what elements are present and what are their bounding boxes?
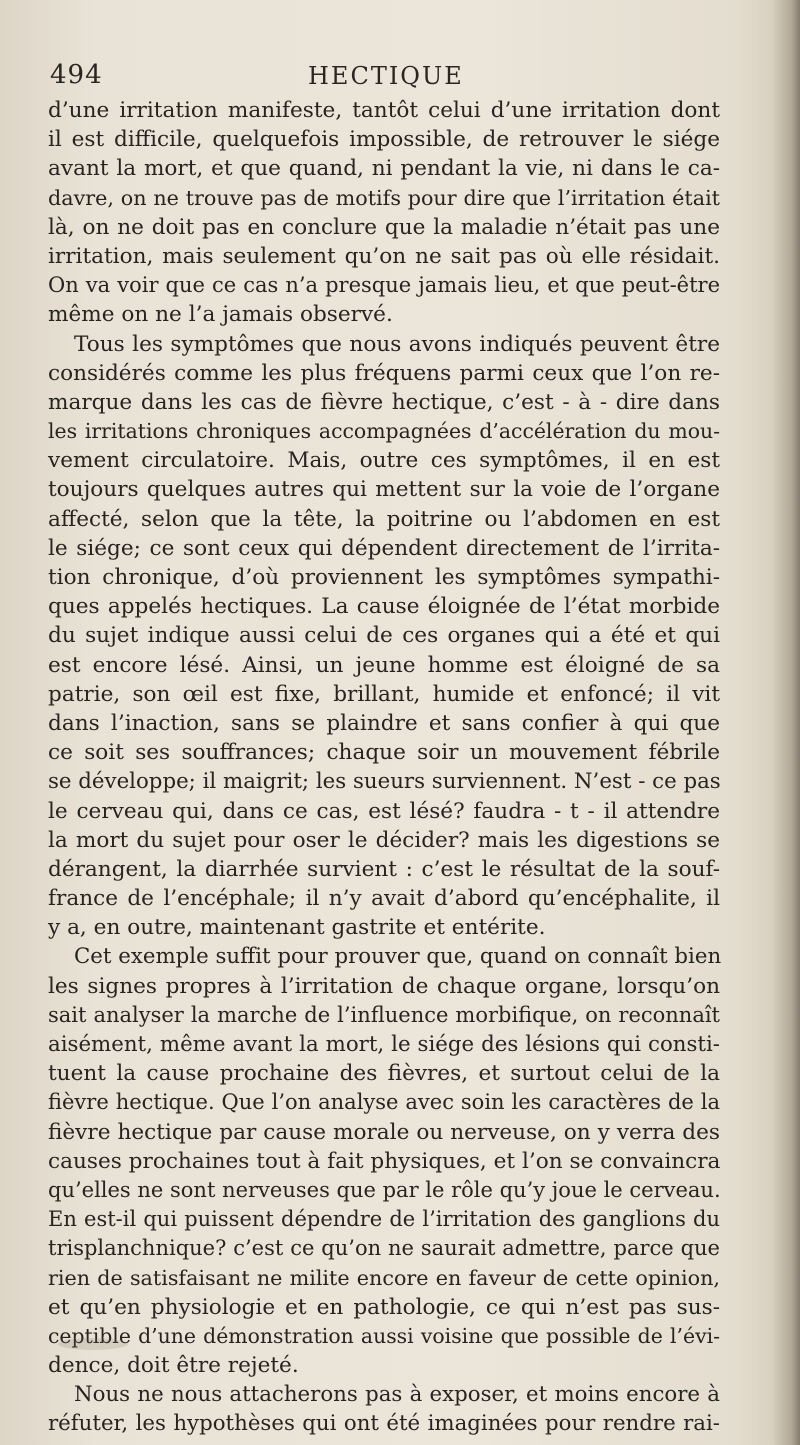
page-number: 494 (50, 60, 103, 90)
text-line: là, on ne doit pas en conclure que la maladie n’était pas une (48, 214, 720, 240)
text-line: ques appelés hectiques. La cause éloignée de l’état morbide (48, 594, 720, 620)
text-line: davre, on ne trouve pas de motifs pour dire que l’irritation était (48, 185, 720, 210)
page-edge-shadow (772, 0, 800, 1445)
text-line: ce soit ses souffrances; chaque soir un mouvement fébrile (48, 740, 720, 766)
running-title: HECTIQUE (308, 62, 464, 90)
text-line: réfuter, les hypothèses qui ont été imaginées pour rendre rai- (48, 1411, 720, 1437)
text-line: fièvre hectique par cause morale ou nerveuse, on y verra des (48, 1119, 720, 1145)
text-line: marque dans les cas de fièvre hectique, c’est - à - dire dans (48, 389, 720, 415)
text-line: il est difficile, quelquefois impossible, de retrouver le siége (48, 127, 720, 153)
text-line: dans l’inaction, sans se plaindre et sans confier à qui que (48, 710, 720, 736)
text-line: sait analyser la marche de l’influence morbifique, on reconnaît (48, 1002, 720, 1027)
ink-smudge (58, 1338, 128, 1350)
text-line: france de l’encéphale; il n’y avait d’abord qu’encéphalite, il (48, 886, 720, 912)
body-text (48, 96, 720, 1439)
text-line: avant la mort, et que quand, ni pendant la vie, ni dans le ca- (48, 156, 720, 182)
paragraph (48, 1380, 720, 1438)
text-line: dérangent, la diarrhée survient : c’est le résultat de la souf- (48, 856, 720, 882)
text-line: la mort du sujet pour oser le décider? mais les digestions se (48, 827, 720, 853)
text-line: le siége; ce sont ceux qui dépendent directement de l’irrita- (48, 535, 720, 561)
text-line: Nous ne nous attacherons pas à exposer, et moins encore à (74, 1382, 720, 1408)
text-line: du sujet indique aussi celui de ces organes qui a été et qui (48, 623, 720, 649)
text-line: ceptible d’une démonstration aussi voisine que possible de l’évi- (48, 1323, 720, 1348)
text-line: Cet exemple suffit pour prouver que, quand on connaît bien (74, 944, 722, 970)
text-line: les irritations chroniques accompagnées d’accélération du mou- (48, 419, 720, 444)
text-line: se développe; il maigrit; les sueurs surviennent. N’est - ce pas (48, 769, 721, 795)
text-line: fièvre hectique. Que l’on analyse avec soin les caractères de la (48, 1090, 720, 1115)
page-header (50, 60, 740, 96)
text-line: rien de satisfaisant ne milite encore en faveur de cette opinion, (48, 1265, 720, 1290)
text-line: vement circulatoire. Mais, outre ces symptômes, il en est (48, 448, 720, 474)
text-line: le cerveau qui, dans ce cas, est lésé? faudra - t - il attendre (48, 798, 720, 824)
text-line: On va voir que ce cas n’a presque jamais lieu, et que peut-être (48, 273, 720, 298)
text-line: dence, doit être rejeté. (48, 1353, 299, 1379)
text-line: qu’elles ne sont nerveuses que par le rôle qu’y joue le cerveau. (48, 1177, 721, 1202)
text-line: tion chronique, d’où proviennent les symptômes sympathi- (48, 565, 720, 590)
text-line: En est-il qui puissent dépendre de l’irritation des ganglions du (48, 1207, 720, 1232)
text-line: même on ne l’a jamais observé. (48, 302, 393, 328)
paragraph (48, 942, 720, 1380)
text-line: trisplanchnique? c’est ce qu’on ne saurait admettre, parce que (48, 1236, 720, 1261)
text-line: causes prochaines tout à fait physiques, et l’on se convaincra (48, 1148, 721, 1174)
text-line: et qu’en physiologie et en pathologie, ce qui n’est pas sus- (48, 1294, 720, 1320)
text-line: les signes propres à l’irritation de chaque organe, lorsqu’on (48, 973, 720, 999)
text-line: irritation, mais seulement qu’on ne sait pas où elle résidait. (48, 243, 720, 269)
text-line: affecté, selon que la tête, la poitrine ou l’abdomen en est (48, 506, 720, 532)
text-line: aisément, même avant la mort, le siége des lésions qui consti- (48, 1032, 720, 1057)
text-line: tuent la cause prochaine des fièvres, et surtout celui de la (48, 1061, 720, 1087)
text-line: d’une irritation manifeste, tantôt celui d’une irritation dont (48, 98, 720, 123)
paragraph (48, 96, 720, 330)
paragraph (48, 330, 720, 943)
text-line: y a, en outre, maintenant gastrite et entérite. (48, 915, 546, 941)
text-line: patrie, son œil est fixe, brillant, humide et enfoncé; il vit (48, 681, 720, 707)
text-line: Tous les symptômes que nous avons indiqués peuvent être (74, 331, 720, 357)
text-line: toujours quelques autres qui mettent sur la voie de l’organe (48, 477, 720, 503)
text-line: considérés comme les plus fréquens parmi ceux que l’on re- (48, 360, 720, 386)
text-line: est encore lésé. Ainsi, un jeune homme est éloigné de sa (48, 652, 720, 678)
